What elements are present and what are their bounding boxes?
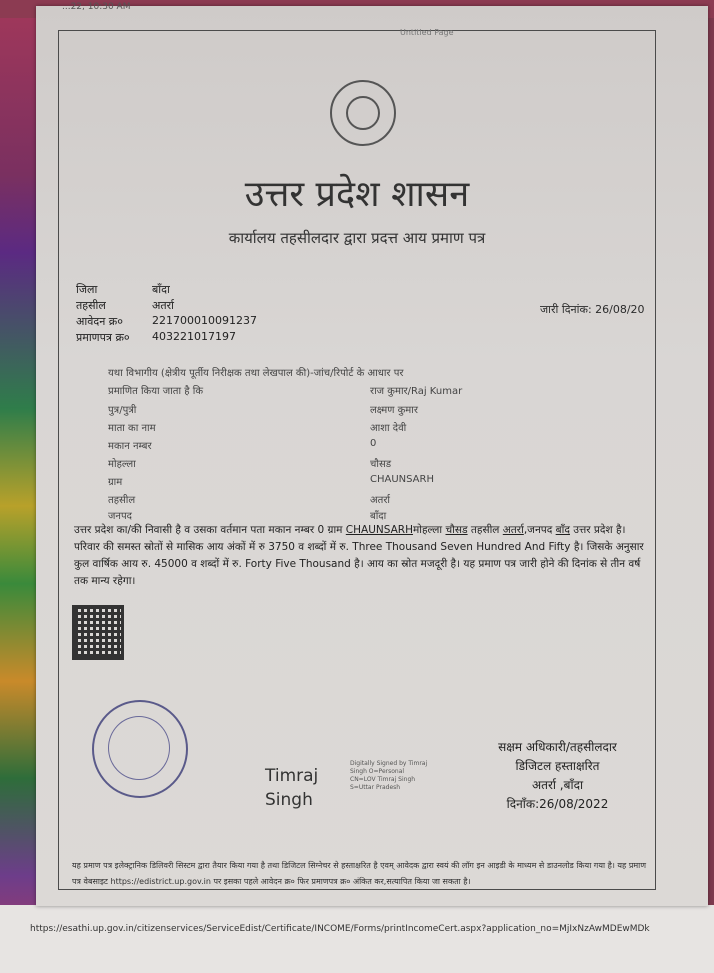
digital-sign-line: Digitally Signed by Timraj: [350, 760, 428, 767]
field-value: चौसड: [370, 459, 392, 470]
para-text: मोहल्ला: [412, 524, 446, 536]
qr-code-icon: [72, 605, 124, 660]
field-value: लक्ष्मण कुमार: [370, 405, 418, 416]
field-value: 0: [370, 438, 377, 449]
certificate-title: उत्तर प्रदेश शासन: [244, 174, 470, 215]
info-value: बाँदा: [152, 283, 170, 296]
para-text: उत्तर प्रदेश है। परिवार की समस्त स्रोतों से मासिक आय अंकों में रु 3750 व शब्दों में रु. Three Thousand Seven Hundred And Fifty है। जिसके अनुसार कुल वार्षिक आय रु. 45000 व शब्दों में रु. Forty Five Thousand है। आय का स्रोत मजदूरी है। यह प्रमाण पत्र जारी होने की दिनांक से तीन वर्ष तक मान्य रहेगा।: [74, 524, 644, 587]
signer-name: [265, 764, 318, 812]
field-label: ग्राम: [108, 477, 123, 488]
holder-name: राज कुमार/Raj Kumar: [370, 386, 463, 397]
info-key: आवेदन क्र०: [76, 315, 123, 328]
info-value: अतर्रा: [152, 299, 175, 312]
para-district: बाँद: [555, 524, 570, 536]
authority-block: [490, 738, 625, 814]
intro-text: यथा विभागीय (क्षेत्रीय पूर्तीय निरीक्षक तथा लेखपाल की)-जांच/रिपोर्ट के आधार पर: [108, 368, 404, 379]
issue-date: जारी दिनांक: 26/08/20: [540, 303, 645, 316]
para-tehsil: अतर्रा: [502, 524, 524, 536]
field-label: पुत्र/पुत्री: [108, 405, 137, 416]
para-mohalla: चौसड: [445, 524, 468, 536]
field-label: मकान नम्बर: [108, 441, 152, 452]
info-key: तहसील: [76, 299, 106, 312]
field-value: आशा देवी: [370, 423, 407, 434]
para-text: तहसील: [467, 524, 503, 536]
para-text: ,जनपद: [523, 524, 556, 536]
authority-line: सक्षम अधिकारी/तहसीलदार: [498, 740, 617, 754]
certificate-body-paragraph: [74, 522, 650, 590]
info-value: 221700010091237: [152, 314, 257, 327]
authority-date: दिनाँक:26/08/2022: [506, 797, 609, 811]
para-village: CHAUNSARH: [345, 524, 413, 536]
field-label: तहसील: [108, 495, 136, 506]
csc-seal-icon: [92, 700, 188, 798]
footer-note: यह प्रमाण पत्र इलेक्ट्रानिक डिलिवरी सिस्टम द्वारा तैयार किया गया है तथा डिजिटल सिग्नेचर से हस्ताक्षरित है एवम् आवेदक द्वारा स्वयं की लॉग इन आइडी के माध्यम से डाउनलोड किया गया है। यह प्रमाण पत्र वेबसाइट https://edistrict.up.gov.in पर इसका पहले आवेदन क्र० फिर प्रमाणपत्र क्र० अंकित कर,सत्यापित किया जा सकता है।: [72, 861, 647, 886]
info-key: जिला: [76, 283, 98, 296]
print-timestamp: ...22, 10:30 AM: [62, 2, 131, 12]
page-url: https://esathi.up.gov.in/citizenservices/ServiceEdist/Certificate/INCOME/Forms/printIncomeCert.aspx?application_no=MjIxNzAwMDEwMDk: [30, 924, 650, 934]
page-header-title: Untitled Page: [400, 28, 454, 37]
intro-text: प्रमाणित किया जाता है कि: [108, 386, 204, 397]
digital-sign-line: CN=LOV Timraj Singh: [350, 776, 416, 783]
authority-line: डिजिटल हस्ताक्षरित: [515, 759, 600, 773]
browser-footer-bar: [0, 905, 714, 973]
digital-sign-line: S=Uttar Pradesh: [350, 784, 401, 791]
authority-line: अतर्रा ,बाँदा: [531, 778, 584, 792]
background-fabric: [0, 0, 40, 973]
info-value: 403221017197: [152, 330, 236, 343]
field-label: जनपद: [108, 511, 132, 522]
field-value: CHAUNSARH: [370, 474, 434, 485]
para-text: उत्तर प्रदेश का/की निवासी है व उसका वर्तमान पता मकान नम्बर 0 ग्राम: [74, 524, 346, 536]
digital-sign-line: Singh O=Personal: [350, 768, 405, 775]
info-key: प्रमाणपत्र क्र०: [76, 331, 130, 344]
state-emblem-icon: [330, 80, 396, 146]
field-label: माता का नाम: [108, 423, 156, 434]
signer-first-name: Timraj: [265, 766, 319, 786]
field-label: मोहल्ला: [108, 459, 136, 470]
signer-last-name: Singh: [265, 790, 313, 810]
digital-signature-block: [350, 760, 427, 792]
certificate-subtitle: कार्यालय तहसीलदार द्वारा प्रदत्त आय प्रमाण पत्र: [228, 229, 486, 247]
field-value: बाँदा: [370, 511, 387, 522]
field-value: अतर्रा: [370, 495, 391, 506]
